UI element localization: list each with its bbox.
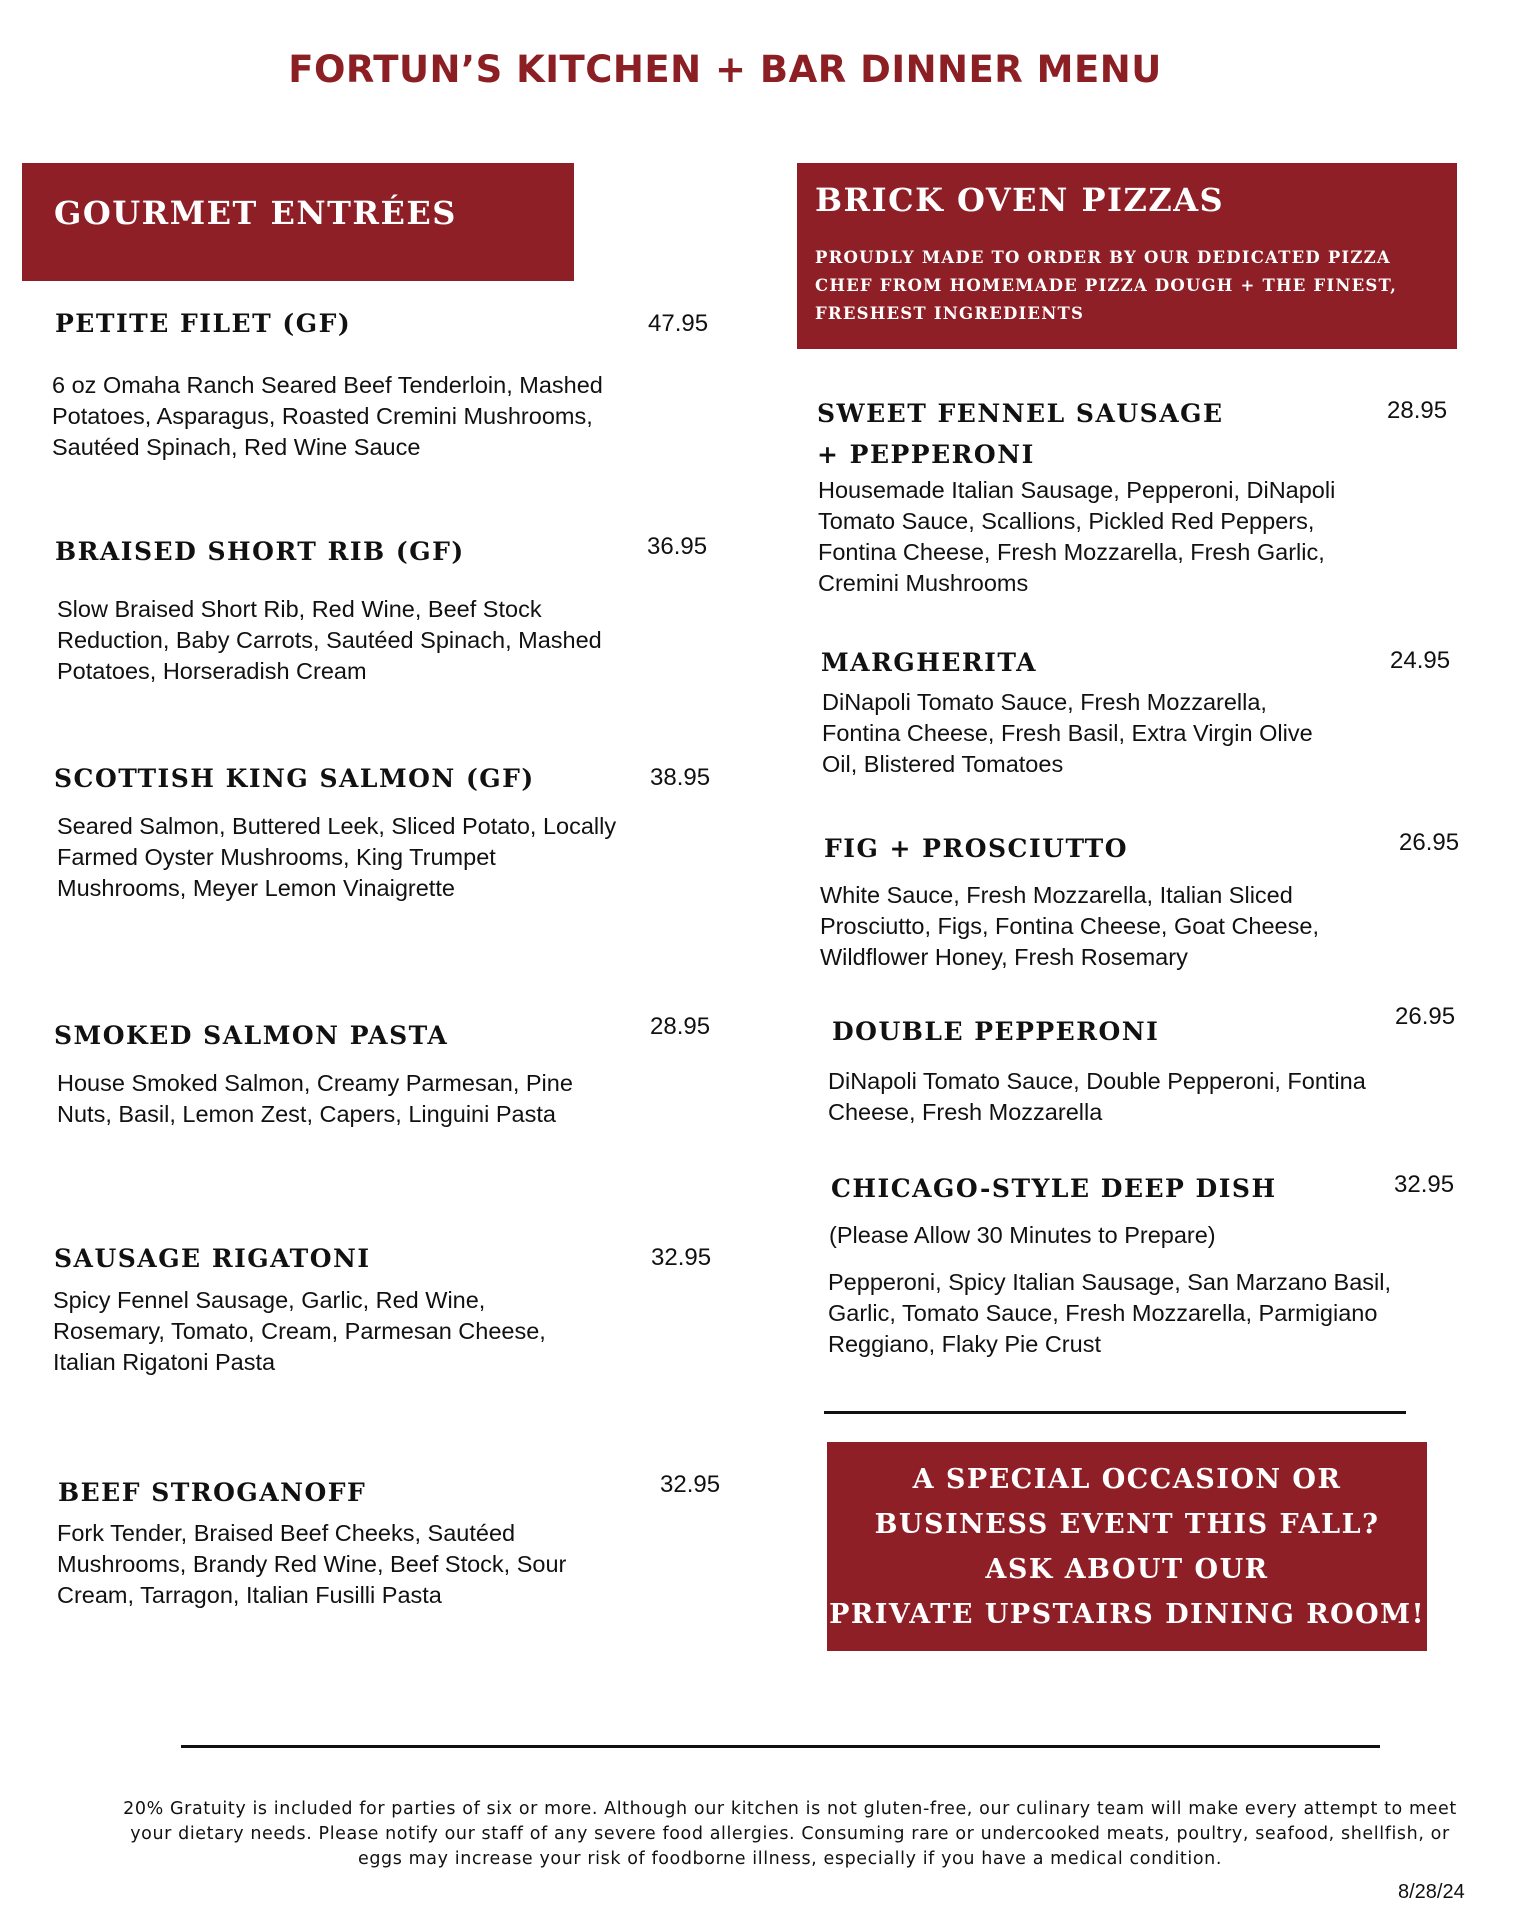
footer-divider (181, 1745, 1380, 1748)
entree-price: 47.95 (648, 310, 709, 337)
promo-box (827, 1442, 1427, 1651)
pizza-name: FIG + PROSCIUTTO (824, 834, 1129, 863)
pizza-description: DiNapoli Tomato Sauce, Double Pepperoni, Fontina Cheese, Fresh Mozzarella (828, 1068, 1366, 1125)
entree-description: Fork Tender, Braised Beef Cheeks, Sautéed Mushrooms, Brandy Red Wine, Beef Stock, Sour Cream, Tarragon, Italian Fusilli Pasta (57, 1520, 567, 1608)
pizza-name: MARGHERITA (821, 648, 1037, 677)
entree-description: Spicy Fennel Sausage, Garlic, Red Wine, Rosemary, Tomato, Cream, Parmesan Cheese, Italian Rigatoni Pasta (53, 1287, 546, 1375)
entree-name: PETITE FILET (GF) (55, 309, 352, 338)
entree-price: 38.95 (650, 764, 711, 791)
entree-name: SMOKED SALMON PASTA (54, 1021, 449, 1050)
pizza-description: Housemade Italian Sausage, Pepperoni, DiNapoli Tomato Sauce, Scallions, Pickled Red Peppers, Fontina Cheese, Fresh Mozzarella, Fresh Garlic, Cremini Mushrooms (818, 477, 1336, 596)
promo-text (829, 1457, 1425, 1637)
entree-description: 6 oz Omaha Ranch Seared Beef Tenderloin, Mashed Potatoes, Asparagus, Roasted Cremini Mushrooms, Sautéed Spinach, Red Wine Sauce (52, 372, 603, 460)
promo-line: A SPECIAL OCCASION OR (912, 1463, 1342, 1495)
entree-name: SAUSAGE RIGATONI (54, 1244, 371, 1273)
entree-price: 32.95 (651, 1244, 712, 1271)
pizza-price: 26.95 (1395, 1003, 1456, 1030)
entree-price: 28.95 (650, 1013, 711, 1040)
pizza-name: CHICAGO-STYLE DEEP DISH (831, 1174, 1277, 1203)
entree-name: SCOTTISH KING SALMON (GF) (54, 764, 535, 793)
pizza-price: 32.95 (1394, 1171, 1455, 1198)
entree-price: 36.95 (647, 533, 708, 560)
pizza-name: DOUBLE PEPPERONI (832, 1017, 1160, 1046)
pizzas-heading: BRICK OVEN PIZZAS (815, 181, 1225, 219)
pizza-price: 26.95 (1399, 829, 1460, 856)
pizza-price: 24.95 (1390, 647, 1451, 674)
pizza-description: Pepperoni, Spicy Italian Sausage, San Marzano Basil, Garlic, Tomato Sauce, Fresh Mozzarella, Parmigiano Reggiano, Flaky Pie Crust (828, 1269, 1392, 1357)
entree-name: BEEF STROGANOFF (58, 1478, 367, 1507)
footer-disclaimer: 20% Gratuity is included for parties of six or more. Although our kitchen is not gluten-free, our culinary team will make every attempt to meet your dietary needs. Please notify our staff of any severe food allergies. Consuming rare or undercooked meats, poultry, seafood, shellfish, or eggs may increase your risk of foodborne illness, especially if you have a medical condition. (123, 1799, 1457, 1869)
promo-line: PRIVATE UPSTAIRS DINING ROOM! (829, 1598, 1425, 1630)
pizza-note: (Please Allow 30 Minutes to Prepare) (829, 1222, 1216, 1248)
pizza-description: DiNapoli Tomato Sauce, Fresh Mozzarella, Fontina Cheese, Fresh Basil, Extra Virgin Olive Oil, Blistered Tomatoes (822, 689, 1313, 777)
pizza-name: SWEET FENNEL SAUSAGE + PEPPERONI (817, 399, 1224, 469)
promo-line: ASK ABOUT OUR (985, 1553, 1269, 1585)
section-divider (824, 1411, 1406, 1414)
entrees-banner (22, 163, 574, 281)
entree-description: Seared Salmon, Buttered Leek, Sliced Potato, Locally Farmed Oyster Mushrooms, King Trumpet Mushrooms, Meyer Lemon Vinaigrette (57, 813, 617, 901)
entrees-heading: GOURMET ENTRÉES (54, 194, 457, 232)
entree-price: 32.95 (660, 1471, 721, 1498)
pizza-price: 28.95 (1387, 397, 1448, 424)
entree-description: House Smoked Salmon, Creamy Parmesan, Pine Nuts, Basil, Lemon Zest, Capers, Linguini Pasta (57, 1070, 573, 1127)
entree-name: BRAISED SHORT RIB (GF) (55, 537, 465, 566)
menu-title: FORTUN’S KITCHEN + BAR DINNER MENU (288, 48, 1162, 91)
menu-date: 8/28/24 (1398, 1881, 1465, 1903)
pizzas-subheading: PROUDLY MADE TO ORDER BY OUR DEDICATED PIZZA CHEF FROM HOMEMADE PIZZA DOUGH + THE FINEST, FRESHEST INGREDIENTS (815, 248, 1398, 323)
pizza-description: White Sauce, Fresh Mozzarella, Italian Sliced Prosciutto, Figs, Fontina Cheese, Goat Cheese, Wildflower Honey, Fresh Rosemary (820, 882, 1319, 970)
pizzas-banner (797, 163, 1457, 349)
entree-description: Slow Braised Short Rib, Red Wine, Beef Stock Reduction, Baby Carrots, Sautéed Spinach, Mashed Potatoes, Horseradish Cream (57, 596, 602, 684)
promo-line: BUSINESS EVENT THIS FALL? (874, 1508, 1380, 1540)
